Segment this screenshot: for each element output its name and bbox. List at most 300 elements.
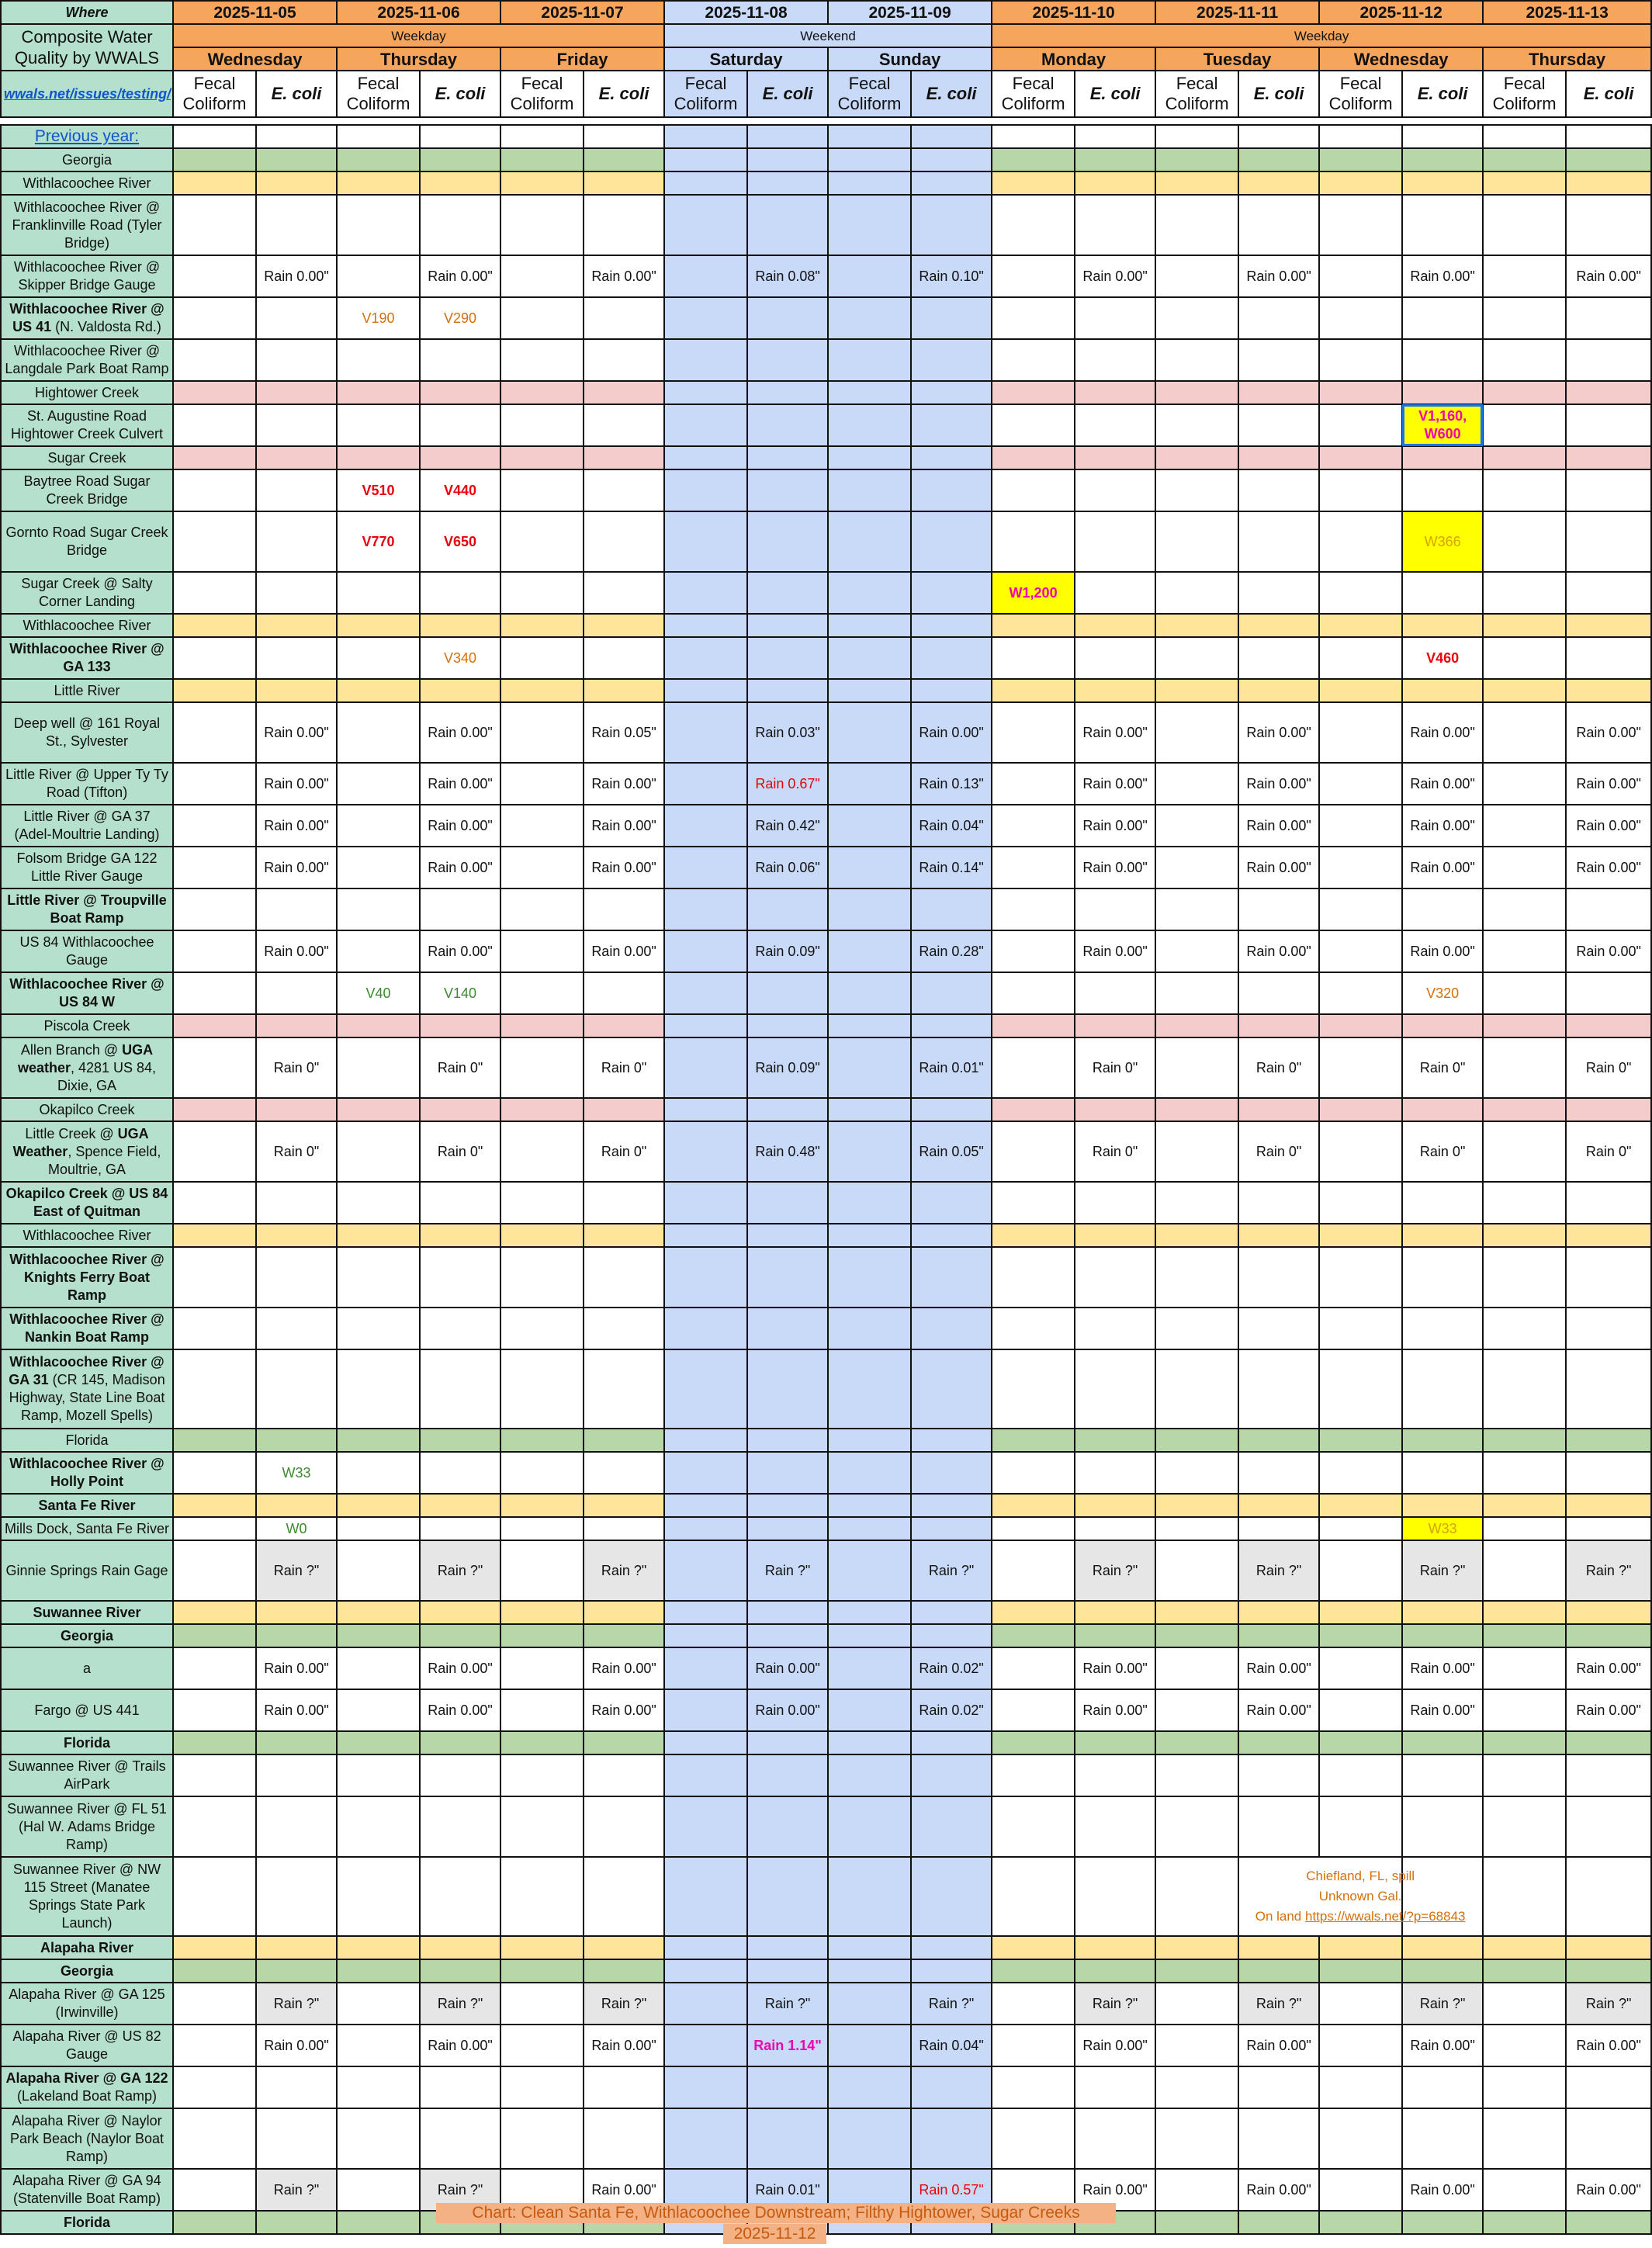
site-label[interactable]: Withlacoochee River @ Holly Point xyxy=(1,1452,173,1494)
data-cell[interactable] xyxy=(992,1247,1075,1308)
data-cell[interactable] xyxy=(500,1857,584,1936)
data-cell[interactable] xyxy=(1402,2169,1483,2211)
data-cell[interactable] xyxy=(664,511,747,572)
data-cell[interactable] xyxy=(584,469,664,511)
section-band-cell[interactable] xyxy=(500,1098,584,1121)
section-band-cell[interactable] xyxy=(911,381,992,404)
section-band-cell[interactable] xyxy=(420,1098,500,1121)
section-band-cell[interactable] xyxy=(664,1429,747,1452)
data-cell[interactable] xyxy=(747,297,828,339)
section-band-cell[interactable] xyxy=(256,1224,337,1247)
data-cell[interactable] xyxy=(828,1182,911,1224)
data-cell[interactable] xyxy=(1483,255,1566,297)
site-label[interactable]: Withlacoochee River @ US 41 (N. Valdosta Rd.) xyxy=(1,297,173,339)
section-band-cell[interactable] xyxy=(1566,614,1651,637)
section-band-cell[interactable] xyxy=(1075,1224,1155,1247)
section-band-cell[interactable] xyxy=(1566,2211,1651,2234)
data-cell[interactable] xyxy=(1238,469,1319,511)
day-name[interactable]: Thursday xyxy=(1483,47,1651,71)
data-cell[interactable] xyxy=(911,2025,992,2066)
data-cell[interactable] xyxy=(1155,1308,1238,1349)
data-cell[interactable] xyxy=(828,930,911,972)
section-band-cell[interactable] xyxy=(664,1936,747,1959)
date-header[interactable]: 2025-11-06 xyxy=(337,1,500,24)
section-band-cell[interactable] xyxy=(1566,171,1651,195)
section-band-cell[interactable] xyxy=(911,1224,992,1247)
data-cell[interactable] xyxy=(1319,888,1402,930)
section-band-cell[interactable] xyxy=(420,171,500,195)
data-cell[interactable] xyxy=(337,1349,420,1429)
data-cell[interactable] xyxy=(420,805,500,847)
site-label[interactable]: Suwannee River @ NW 115 Street (Manatee Springs State Park Launch) xyxy=(1,1857,173,1936)
site-label[interactable]: Ginnie Springs Rain Gage xyxy=(1,1540,173,1601)
data-cell[interactable] xyxy=(1238,1647,1319,1689)
data-cell[interactable] xyxy=(828,888,911,930)
section-band-cell[interactable] xyxy=(1402,1601,1483,1624)
site-label[interactable]: Baytree Road Sugar Creek Bridge xyxy=(1,469,173,511)
data-cell[interactable] xyxy=(747,805,828,847)
section-band-cell[interactable] xyxy=(337,1098,420,1121)
data-cell[interactable] xyxy=(173,2066,256,2108)
param-fecal-coliform[interactable]: Fecal Coliform xyxy=(1483,71,1566,117)
data-cell[interactable] xyxy=(500,1754,584,1796)
data-cell[interactable] xyxy=(1402,1247,1483,1308)
sheet-title[interactable]: Composite Water Quality by WWALS xyxy=(1,24,173,71)
data-cell[interactable] xyxy=(911,125,992,148)
data-cell[interactable] xyxy=(173,2108,256,2169)
section-band-cell[interactable] xyxy=(256,1624,337,1647)
data-cell[interactable] xyxy=(911,1754,992,1796)
data-cell[interactable] xyxy=(337,702,420,763)
data-cell[interactable] xyxy=(1319,972,1402,1014)
section-label[interactable]: Florida xyxy=(1,1429,173,1452)
data-cell[interactable] xyxy=(1319,469,1402,511)
data-cell[interactable] xyxy=(256,763,337,805)
data-cell[interactable] xyxy=(747,888,828,930)
data-cell[interactable] xyxy=(420,2066,500,2108)
section-band-cell[interactable] xyxy=(584,1936,664,1959)
section-band-cell[interactable] xyxy=(1155,1224,1238,1247)
data-cell[interactable] xyxy=(911,1540,992,1601)
section-band-cell[interactable] xyxy=(911,1936,992,1959)
data-cell[interactable] xyxy=(1319,2025,1402,2066)
data-cell[interactable] xyxy=(420,1308,500,1349)
date-header[interactable]: 2025-11-07 xyxy=(500,1,664,24)
section-band-cell[interactable] xyxy=(828,148,911,171)
section-band-cell[interactable] xyxy=(1319,1429,1402,1452)
data-cell[interactable] xyxy=(1238,297,1319,339)
data-cell[interactable] xyxy=(992,511,1075,572)
section-band-cell[interactable] xyxy=(584,1959,664,1983)
section-band-cell[interactable] xyxy=(584,381,664,404)
data-cell[interactable] xyxy=(1402,1349,1483,1429)
site-label[interactable]: Mills Dock, Santa Fe River xyxy=(1,1517,173,1540)
data-cell[interactable] xyxy=(500,1647,584,1689)
section-band-cell[interactable] xyxy=(911,1731,992,1754)
data-cell[interactable] xyxy=(664,572,747,614)
data-cell[interactable] xyxy=(337,1121,420,1182)
data-cell[interactable] xyxy=(992,195,1075,255)
data-cell[interactable] xyxy=(1238,847,1319,888)
section-band-cell[interactable] xyxy=(1075,1429,1155,1452)
section-band-cell[interactable] xyxy=(337,148,420,171)
data-cell[interactable] xyxy=(584,1247,664,1308)
data-cell[interactable] xyxy=(1155,1182,1238,1224)
section-band-cell[interactable] xyxy=(1155,1959,1238,1983)
data-cell[interactable] xyxy=(1566,469,1651,511)
section-label[interactable]: Sugar Creek xyxy=(1,446,173,469)
data-cell[interactable] xyxy=(1238,2108,1319,2169)
section-band-cell[interactable] xyxy=(584,148,664,171)
data-cell[interactable] xyxy=(664,888,747,930)
data-cell[interactable] xyxy=(500,888,584,930)
data-cell[interactable] xyxy=(747,572,828,614)
data-cell[interactable] xyxy=(1075,469,1155,511)
section-band-cell[interactable] xyxy=(256,1601,337,1624)
section-band-cell[interactable] xyxy=(664,1624,747,1647)
data-cell[interactable] xyxy=(1402,297,1483,339)
testing-link[interactable] xyxy=(1,71,173,117)
data-cell[interactable] xyxy=(664,195,747,255)
data-cell[interactable] xyxy=(1238,805,1319,847)
data-cell[interactable] xyxy=(1238,1754,1319,1796)
data-cell[interactable] xyxy=(1483,930,1566,972)
data-cell[interactable] xyxy=(1483,1349,1566,1429)
section-band-cell[interactable] xyxy=(992,679,1075,702)
data-cell[interactable] xyxy=(500,847,584,888)
data-cell[interactable] xyxy=(664,805,747,847)
data-cell[interactable] xyxy=(1155,1857,1238,1936)
data-cell[interactable] xyxy=(747,1857,828,1936)
section-band-cell[interactable] xyxy=(256,2211,337,2234)
data-cell[interactable] xyxy=(1155,511,1238,572)
section-band-cell[interactable] xyxy=(1155,148,1238,171)
data-cell[interactable] xyxy=(992,763,1075,805)
data-cell[interactable] xyxy=(992,847,1075,888)
data-cell[interactable] xyxy=(828,805,911,847)
section-band-cell[interactable] xyxy=(664,171,747,195)
site-label[interactable]: Little Creek @ UGA Weather, Spence Field, Moultrie, GA xyxy=(1,1121,173,1182)
site-label[interactable]: Allen Branch @ UGA weather, 4281 US 84, Dixie, GA xyxy=(1,1037,173,1098)
data-cell[interactable] xyxy=(1402,930,1483,972)
section-band-cell[interactable] xyxy=(747,171,828,195)
data-cell[interactable] xyxy=(1319,1754,1402,1796)
section-label[interactable]: Little River xyxy=(1,679,173,702)
data-cell[interactable] xyxy=(664,1121,747,1182)
data-cell[interactable] xyxy=(828,1754,911,1796)
data-cell[interactable] xyxy=(911,1182,992,1224)
section-band-cell[interactable] xyxy=(1402,381,1483,404)
section-band-cell[interactable] xyxy=(747,1494,828,1517)
data-cell[interactable] xyxy=(1319,1647,1402,1689)
data-cell[interactable] xyxy=(337,511,420,572)
section-band-cell[interactable] xyxy=(420,148,500,171)
section-band-cell[interactable] xyxy=(1402,446,1483,469)
section-label[interactable]: Santa Fe River xyxy=(1,1494,173,1517)
data-cell[interactable] xyxy=(911,805,992,847)
data-cell[interactable] xyxy=(664,125,747,148)
data-cell[interactable] xyxy=(1402,2066,1483,2108)
data-cell[interactable] xyxy=(1238,1983,1319,2025)
data-cell[interactable] xyxy=(1155,1121,1238,1182)
data-cell[interactable] xyxy=(1319,805,1402,847)
section-band-cell[interactable] xyxy=(992,1494,1075,1517)
data-cell[interactable] xyxy=(747,2108,828,2169)
data-cell[interactable] xyxy=(420,637,500,679)
data-cell[interactable] xyxy=(500,2066,584,2108)
section-band-cell[interactable] xyxy=(173,1731,256,1754)
data-cell[interactable] xyxy=(256,1689,337,1731)
site-label[interactable]: Sugar Creek @ Salty Corner Landing xyxy=(1,572,173,614)
section-band-cell[interactable] xyxy=(1402,1429,1483,1452)
data-cell[interactable] xyxy=(1566,637,1651,679)
data-cell[interactable] xyxy=(747,930,828,972)
data-cell[interactable] xyxy=(1075,1689,1155,1731)
data-cell[interactable] xyxy=(337,1647,420,1689)
section-band-cell[interactable] xyxy=(1483,171,1566,195)
data-cell[interactable] xyxy=(173,1308,256,1349)
previous-year-link[interactable] xyxy=(1,125,173,148)
data-cell[interactable] xyxy=(500,1983,584,2025)
section-band-cell[interactable] xyxy=(1155,1098,1238,1121)
section-band-cell[interactable] xyxy=(420,446,500,469)
data-cell[interactable] xyxy=(1238,2169,1319,2211)
section-band-cell[interactable] xyxy=(664,381,747,404)
data-cell[interactable] xyxy=(1483,469,1566,511)
data-cell[interactable] xyxy=(337,888,420,930)
data-cell[interactable] xyxy=(911,702,992,763)
data-cell[interactable] xyxy=(828,404,911,446)
data-cell[interactable] xyxy=(1566,1689,1651,1731)
data-cell[interactable] xyxy=(747,1247,828,1308)
data-cell[interactable] xyxy=(911,297,992,339)
section-band-cell[interactable] xyxy=(664,1014,747,1037)
data-cell[interactable] xyxy=(911,1349,992,1429)
site-label[interactable]: Alapaha River @ Naylor Park Beach (Naylor Boat Ramp) xyxy=(1,2108,173,2169)
data-cell[interactable] xyxy=(1238,888,1319,930)
data-cell[interactable] xyxy=(1402,637,1483,679)
data-cell[interactable] xyxy=(1075,404,1155,446)
section-band-cell[interactable] xyxy=(173,171,256,195)
section-band-cell[interactable] xyxy=(173,1624,256,1647)
section-band-cell[interactable] xyxy=(584,679,664,702)
section-band-cell[interactable] xyxy=(337,1494,420,1517)
data-cell[interactable] xyxy=(1319,572,1402,614)
data-cell[interactable] xyxy=(584,763,664,805)
data-cell[interactable] xyxy=(173,195,256,255)
data-cell[interactable] xyxy=(828,847,911,888)
section-band-cell[interactable] xyxy=(420,679,500,702)
data-cell[interactable] xyxy=(584,1754,664,1796)
data-cell[interactable] xyxy=(173,1517,256,1540)
data-cell[interactable] xyxy=(1566,1349,1651,1429)
data-cell[interactable] xyxy=(992,125,1075,148)
data-cell[interactable] xyxy=(256,1182,337,1224)
data-cell[interactable] xyxy=(1075,511,1155,572)
section-band-cell[interactable] xyxy=(173,1429,256,1452)
data-cell[interactable] xyxy=(992,972,1075,1014)
section-band-cell[interactable] xyxy=(828,1429,911,1452)
data-cell[interactable] xyxy=(1238,702,1319,763)
data-cell[interactable] xyxy=(664,2025,747,2066)
data-cell[interactable] xyxy=(747,255,828,297)
data-cell[interactable] xyxy=(664,930,747,972)
section-band-cell[interactable] xyxy=(256,679,337,702)
section-band-cell[interactable] xyxy=(1402,679,1483,702)
section-band-cell[interactable] xyxy=(747,148,828,171)
data-cell[interactable] xyxy=(173,404,256,446)
section-band-cell[interactable] xyxy=(1319,2211,1402,2234)
data-cell[interactable] xyxy=(1483,1247,1566,1308)
data-cell[interactable] xyxy=(584,195,664,255)
data-cell[interactable] xyxy=(1075,1308,1155,1349)
data-cell[interactable] xyxy=(1483,1182,1566,1224)
data-cell[interactable] xyxy=(1483,404,1566,446)
section-band-cell[interactable] xyxy=(1566,1014,1651,1037)
section-band-cell[interactable] xyxy=(1238,1731,1319,1754)
section-band-cell[interactable] xyxy=(911,1429,992,1452)
section-band-cell[interactable] xyxy=(1238,614,1319,637)
site-label[interactable]: Withlacoochee River @ US 84 W xyxy=(1,972,173,1014)
section-band-cell[interactable] xyxy=(1319,1731,1402,1754)
data-cell[interactable] xyxy=(1402,404,1483,446)
site-label[interactable]: Little River @ GA 37 (Adel-Moultrie Landing) xyxy=(1,805,173,847)
data-cell[interactable] xyxy=(911,637,992,679)
data-cell[interactable] xyxy=(828,1517,911,1540)
data-cell[interactable] xyxy=(420,1182,500,1224)
site-label[interactable]: Suwannee River @ FL 51 (Hal W. Adams Bridge Ramp) xyxy=(1,1796,173,1857)
section-band-cell[interactable] xyxy=(420,1936,500,1959)
section-band-cell[interactable] xyxy=(911,679,992,702)
data-cell[interactable] xyxy=(911,469,992,511)
data-cell[interactable] xyxy=(420,972,500,1014)
section-band-cell[interactable] xyxy=(173,1494,256,1517)
param-fecal-coliform[interactable]: Fecal Coliform xyxy=(337,71,420,117)
section-band-cell[interactable] xyxy=(584,1601,664,1624)
section-band-cell[interactable] xyxy=(1075,446,1155,469)
data-cell[interactable] xyxy=(828,702,911,763)
section-band-cell[interactable] xyxy=(1075,1624,1155,1647)
data-cell[interactable] xyxy=(584,2108,664,2169)
section-band-cell[interactable] xyxy=(1566,1731,1651,1754)
data-cell[interactable] xyxy=(256,2066,337,2108)
data-cell[interactable] xyxy=(173,805,256,847)
data-cell[interactable] xyxy=(911,1689,992,1731)
data-cell[interactable] xyxy=(500,125,584,148)
param-e-coli[interactable] xyxy=(747,71,828,117)
section-label[interactable]: Withlacoochee River xyxy=(1,1224,173,1247)
section-band-cell[interactable] xyxy=(747,1601,828,1624)
section-band-cell[interactable] xyxy=(500,1731,584,1754)
data-cell[interactable] xyxy=(420,1983,500,2025)
data-cell[interactable] xyxy=(828,572,911,614)
param-fecal-coliform[interactable]: Fecal Coliform xyxy=(173,71,256,117)
section-band-cell[interactable] xyxy=(337,381,420,404)
section-band-cell[interactable] xyxy=(256,446,337,469)
data-cell[interactable] xyxy=(1483,2025,1566,2066)
data-cell[interactable] xyxy=(1155,255,1238,297)
section-band-cell[interactable] xyxy=(911,1601,992,1624)
section-band-cell[interactable] xyxy=(1483,1624,1566,1647)
data-cell[interactable] xyxy=(1075,1121,1155,1182)
data-cell[interactable] xyxy=(420,763,500,805)
data-cell[interactable] xyxy=(256,847,337,888)
section-label[interactable]: Alapaha River xyxy=(1,1936,173,1959)
data-cell[interactable] xyxy=(664,2108,747,2169)
data-cell[interactable] xyxy=(584,2066,664,2108)
data-cell[interactable] xyxy=(1319,2108,1402,2169)
data-cell[interactable] xyxy=(1238,972,1319,1014)
section-band-cell[interactable] xyxy=(256,148,337,171)
date-header[interactable]: 2025-11-08 xyxy=(664,1,828,24)
data-cell[interactable] xyxy=(747,339,828,381)
data-cell[interactable] xyxy=(1402,1037,1483,1098)
data-cell[interactable] xyxy=(1155,469,1238,511)
data-cell[interactable] xyxy=(992,572,1075,614)
section-band-cell[interactable] xyxy=(1402,1014,1483,1037)
data-cell[interactable] xyxy=(173,1452,256,1494)
data-cell[interactable] xyxy=(828,637,911,679)
data-cell[interactable] xyxy=(584,805,664,847)
section-band-cell[interactable] xyxy=(1402,1494,1483,1517)
data-cell[interactable] xyxy=(1238,2025,1319,2066)
data-cell[interactable] xyxy=(1155,572,1238,614)
section-band-cell[interactable] xyxy=(1155,171,1238,195)
section-band-cell[interactable] xyxy=(1319,1014,1402,1037)
data-cell[interactable] xyxy=(1319,1452,1402,1494)
param-fecal-coliform[interactable]: Fecal Coliform xyxy=(500,71,584,117)
data-cell[interactable] xyxy=(1402,1182,1483,1224)
section-band-cell[interactable] xyxy=(747,1624,828,1647)
site-label[interactable]: St. Augustine Road Hightower Creek Culvert xyxy=(1,404,173,446)
data-cell[interactable] xyxy=(1402,1796,1483,1857)
section-band-cell[interactable] xyxy=(1402,1098,1483,1121)
section-band-cell[interactable] xyxy=(828,446,911,469)
data-cell[interactable] xyxy=(911,888,992,930)
data-cell[interactable] xyxy=(1075,972,1155,1014)
data-cell[interactable] xyxy=(337,2169,420,2211)
section-band-cell[interactable] xyxy=(664,1959,747,1983)
data-cell[interactable] xyxy=(1483,511,1566,572)
data-cell[interactable] xyxy=(992,702,1075,763)
data-cell[interactable] xyxy=(1566,404,1651,446)
data-cell[interactable] xyxy=(173,637,256,679)
data-cell[interactable] xyxy=(256,1540,337,1601)
section-band-cell[interactable] xyxy=(1075,1601,1155,1624)
data-cell[interactable] xyxy=(173,888,256,930)
data-cell[interactable] xyxy=(1566,2066,1651,2108)
data-cell[interactable] xyxy=(747,1182,828,1224)
data-cell[interactable] xyxy=(1155,1540,1238,1601)
section-band-cell[interactable] xyxy=(911,1014,992,1037)
data-cell[interactable] xyxy=(1483,1796,1566,1857)
data-cell[interactable] xyxy=(337,469,420,511)
site-label[interactable]: Little River @ Upper Ty Ty Road (Tifton) xyxy=(1,763,173,805)
data-cell[interactable] xyxy=(664,1037,747,1098)
data-cell[interactable] xyxy=(828,1857,911,1936)
data-cell[interactable] xyxy=(1155,297,1238,339)
data-cell[interactable] xyxy=(337,847,420,888)
data-cell[interactable] xyxy=(992,1540,1075,1601)
data-cell[interactable] xyxy=(173,125,256,148)
section-band-cell[interactable] xyxy=(664,148,747,171)
data-cell[interactable] xyxy=(992,255,1075,297)
section-band-cell[interactable] xyxy=(337,1731,420,1754)
section-band-cell[interactable] xyxy=(664,1494,747,1517)
data-cell[interactable] xyxy=(500,1308,584,1349)
section-band-cell[interactable] xyxy=(337,1224,420,1247)
data-cell[interactable] xyxy=(173,1857,256,1936)
